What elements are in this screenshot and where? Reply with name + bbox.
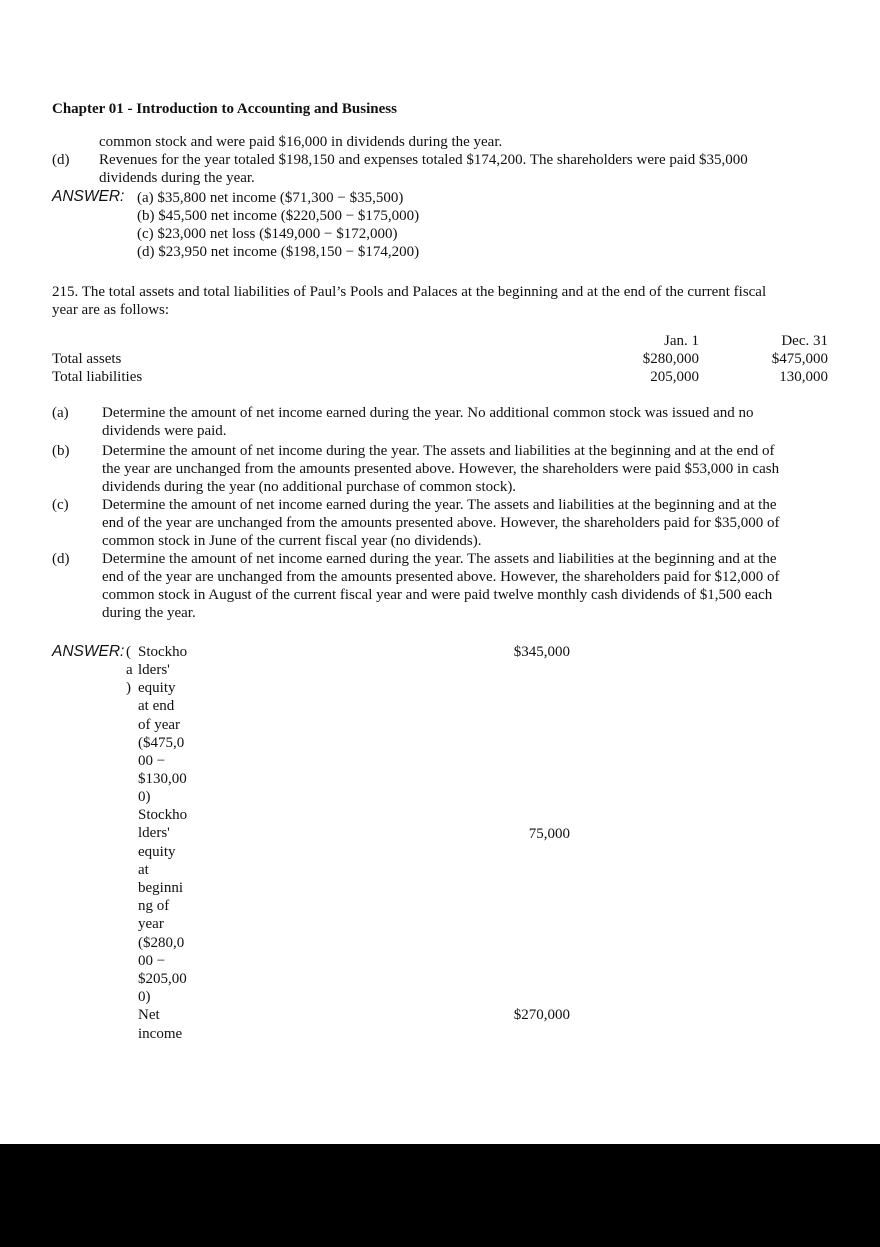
- answer-line: (d) $23,950 net income ($198,150 − $174,200): [137, 244, 420, 260]
- answer-value: 75,000: [528, 826, 570, 842]
- wrapped-text: ng of: [138, 898, 170, 914]
- wrapped-text: $130,00: [138, 771, 187, 787]
- item-label: (d): [52, 551, 70, 567]
- wrapped-text: at: [138, 862, 149, 878]
- item-text-line: during the year.: [102, 605, 196, 621]
- wrapped-text: year: [138, 916, 164, 932]
- answer-part-label-letter: a: [126, 662, 133, 678]
- item-text-line: dividends during the year (no additional purchase of common stock).: [102, 479, 517, 495]
- column-header-dec: Dec. 31: [781, 333, 828, 349]
- item-label: (b): [52, 443, 70, 459]
- wrapped-text: at end: [138, 698, 175, 714]
- item-text-line: end of the year are unchanged from the amounts presented above. However, the shareholders paid for $12,000 of: [102, 569, 780, 585]
- question-intro-line: 215. The total assets and total liabilities of Paul’s Pools and Palaces at the beginning and at the end of the current fiscal: [52, 284, 767, 300]
- wrapped-text: $205,00: [138, 971, 187, 987]
- chapter-title: Chapter 01 - Introduction to Accounting and Business: [52, 101, 397, 117]
- wrapped-text: equity: [138, 844, 176, 860]
- wrapped-text: 0): [138, 789, 151, 805]
- item-text-line: Revenues for the year totaled $198,150 and expenses totaled $174,200. The shareholders were paid $35,000: [99, 152, 748, 168]
- question-intro-line: year are as follows:: [52, 302, 170, 318]
- item-text-line: Determine the amount of net income during the year. The assets and liabilities at the beginning and at the end of: [102, 443, 775, 459]
- answer-label: ANSWER:: [52, 188, 125, 205]
- item-text-line: common stock in August of the current fiscal year and were paid twelve monthly cash dividends of $1,500 each: [102, 587, 773, 603]
- item-text-line: dividends were paid.: [102, 423, 227, 439]
- answer-label: ANSWER:: [52, 643, 125, 660]
- item-text-line: end of the year are unchanged from the amounts presented above. However, the shareholders paid for $35,000 of: [102, 515, 780, 531]
- item-text-line: Determine the amount of net income earned during the year. The assets and liabilities at the beginning and at the: [102, 551, 777, 567]
- item-text-line: Determine the amount of net income earned during the year. The assets and liabilities at the beginning and at the: [102, 497, 777, 513]
- page-bottom-band: [0, 1144, 880, 1247]
- wrapped-text: 00 −: [138, 753, 166, 769]
- row-label: Total assets: [52, 351, 122, 367]
- wrapped-text: beginni: [138, 880, 183, 896]
- answer-value: $345,000: [513, 644, 570, 660]
- answer-line: (b) $45,500 net income ($220,500 − $175,000): [137, 208, 420, 224]
- cell-value: 130,000: [779, 369, 828, 385]
- item-text-line: dividends during the year.: [99, 170, 255, 186]
- wrapped-text: 0): [138, 989, 151, 1005]
- item-label: (a): [52, 405, 69, 421]
- wrapped-text: lders': [138, 662, 170, 678]
- item-text-line: the year are unchanged from the amounts presented above. However, the shareholders were paid $53,000 in cash: [102, 461, 780, 477]
- wrapped-text: equity: [138, 680, 176, 696]
- cell-value: $280,000: [642, 351, 699, 367]
- item-label: (c): [52, 497, 69, 513]
- wrapped-text: ($280,0: [138, 935, 185, 951]
- wrapped-text: Net: [138, 1007, 160, 1023]
- cell-value: 205,000: [650, 369, 699, 385]
- answer-part-label-close: ): [126, 680, 131, 696]
- item-text-line: Determine the amount of net income earned during the year. No additional common stock was issued and no: [102, 405, 754, 421]
- wrapped-text: 00 −: [138, 953, 166, 969]
- wrapped-text: Stockho: [138, 807, 188, 823]
- wrapped-text: ($475,0: [138, 735, 185, 751]
- answer-line: (a) $35,800 net income ($71,300 − $35,500): [137, 190, 404, 206]
- row-label: Total liabilities: [52, 369, 143, 385]
- wrapped-text: Stockho: [138, 644, 188, 660]
- continuation-line: common stock and were paid $16,000 in dividends during the year.: [99, 134, 503, 150]
- answer-line: (c) $23,000 net loss ($149,000 − $172,000): [137, 226, 398, 242]
- wrapped-text: lders': [138, 825, 170, 841]
- item-label: (d): [52, 152, 70, 168]
- wrapped-text: income: [138, 1026, 183, 1042]
- cell-value: $475,000: [771, 351, 828, 367]
- answer-value: $270,000: [513, 1007, 570, 1023]
- wrapped-text: of year: [138, 717, 181, 733]
- column-header-jan: Jan. 1: [664, 333, 699, 349]
- item-text-line: common stock in June of the current fiscal year (no dividends).: [102, 533, 482, 549]
- answer-part-label-open: (: [126, 644, 131, 660]
